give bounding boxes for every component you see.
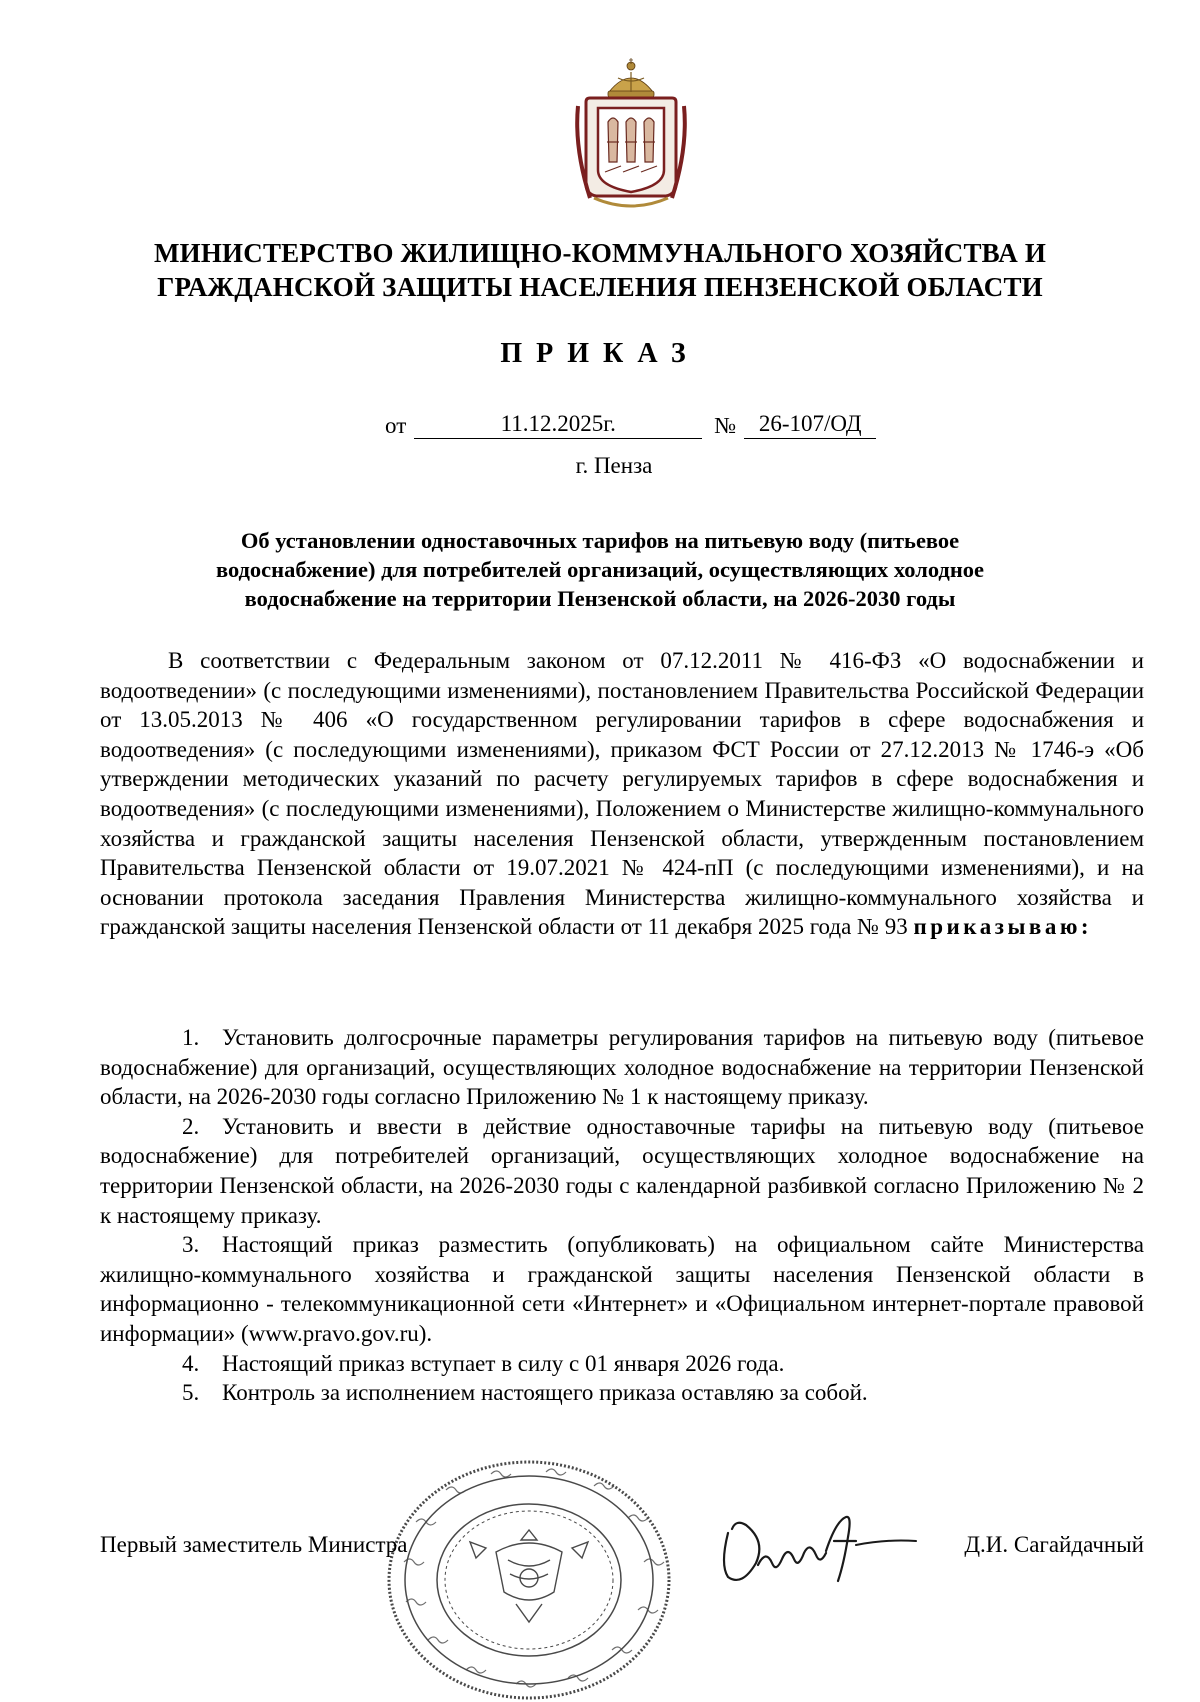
subject-line2: водоснабжение) для потребителей организаций, осуществляющих холодное bbox=[215, 557, 985, 582]
official-seal-icon bbox=[376, 1452, 682, 1702]
preamble-paragraph bbox=[100, 646, 1144, 942]
signer-name: Д.И. Сагайдачный bbox=[964, 1532, 1144, 1557]
list-item: 3. Настоящий приказ разместить (опубликовать) на официальном сайте Министерства жилищно-коммунального хозяйства и гражданской защиты населения Пензенской области в информационно - телекоммуникационной сети «Интернет» и «Официальном интернет-портале правовой информации» (www.pravo.gov.ru). bbox=[100, 1232, 1144, 1346]
order-items-list bbox=[100, 1023, 1144, 1408]
coat-of-arms-icon bbox=[572, 58, 690, 208]
document-subject bbox=[150, 526, 1050, 613]
order-command: приказываю: bbox=[913, 914, 1093, 940]
ministry-name-line2: ГРАЖДАНСКОЙ ЗАЩИТЫ НАСЕЛЕНИЯ ПЕНЗЕНСКОЙ ОБЛАСТИ bbox=[157, 272, 1043, 302]
date-label: от bbox=[385, 413, 407, 438]
list-item: 5. Контроль за исполнением настоящего приказа оставляю за собой. bbox=[182, 1380, 868, 1406]
ministry-name-line1: МИНИСТЕРСТВО ЖИЛИЩНО-КОММУНАЛЬНОГО ХОЗЯЙСТВА И bbox=[153, 238, 1047, 268]
document-city: г. Пенза bbox=[575, 453, 653, 478]
list-item: 4. Настоящий приказ вступает в силу с 01 января 2026 года. bbox=[182, 1350, 785, 1376]
document-date: 11.12.2025г. bbox=[414, 410, 702, 439]
signer-title: Первый заместитель Министра bbox=[100, 1532, 408, 1557]
list-item: 1. Установить долгосрочные параметры регулирования тарифов на питьевую воду (питьевое водоснабжение) для организаций, осуществляющих холодное водоснабжение на территории Пензенской области, на 2026-2030 годы согласно Приложению № 1 к настоящему приказу. bbox=[100, 1025, 1144, 1110]
list-item: 2. Установить и ввести в действие одноставочные тарифы на питьевую воду (питьевое водоснабжение) для потребителей организаций, осуществляющих холодное водоснабжение на территории Пензенской области, на 2026-2030 годы с календарной разбивкой согласно Приложению № 2 к настоящему приказу. bbox=[100, 1113, 1144, 1228]
number-label: № bbox=[714, 413, 737, 438]
ministry-name bbox=[100, 236, 1100, 304]
preamble-text: В соответствии с Федеральным законом от 07.12.2011 № 416-ФЗ «О водоснабжении и водоотведении» (с последующими изменениями), постановлением Правительства Российской Федерации от 13.05.2013 № 406 «О государственном регулировании тарифов в сфере водоснабжения и водоотведения» (с последующими изменениями), приказом ФСТ России от 27.12.2013 № 1746-э «Об утверждении методических указаний по расчету регулируемых тарифов в сфере водоснабжения и водоотведения» (с последующими изменениями), Положением о Министерстве жилищно-коммунального хозяйства и гражданской защиты населения Пензенской области, утвержденным постановлением Правительства Пензенской области от 19.07.2021 № 424-пП (с последующими изменениями), и на основании протокола заседания Правления Министерства жилищно-коммунального хозяйства и гражданской защиты населения Пензенской области от 11 декабря 2025 года № 93 bbox=[100, 648, 1144, 940]
date-number-line bbox=[385, 410, 876, 439]
subject-line1: Об установлении одноставочных тарифов на питьевую воду (питьевое bbox=[240, 528, 960, 553]
document-number: 26-107/ОД bbox=[744, 410, 876, 439]
document-type-title: ПРИКАЗ bbox=[500, 338, 700, 369]
handwritten-signature-icon bbox=[706, 1505, 920, 1593]
subject-line3: водоснабжение на территории Пензенской области, на 2026-2030 годы bbox=[244, 586, 956, 611]
